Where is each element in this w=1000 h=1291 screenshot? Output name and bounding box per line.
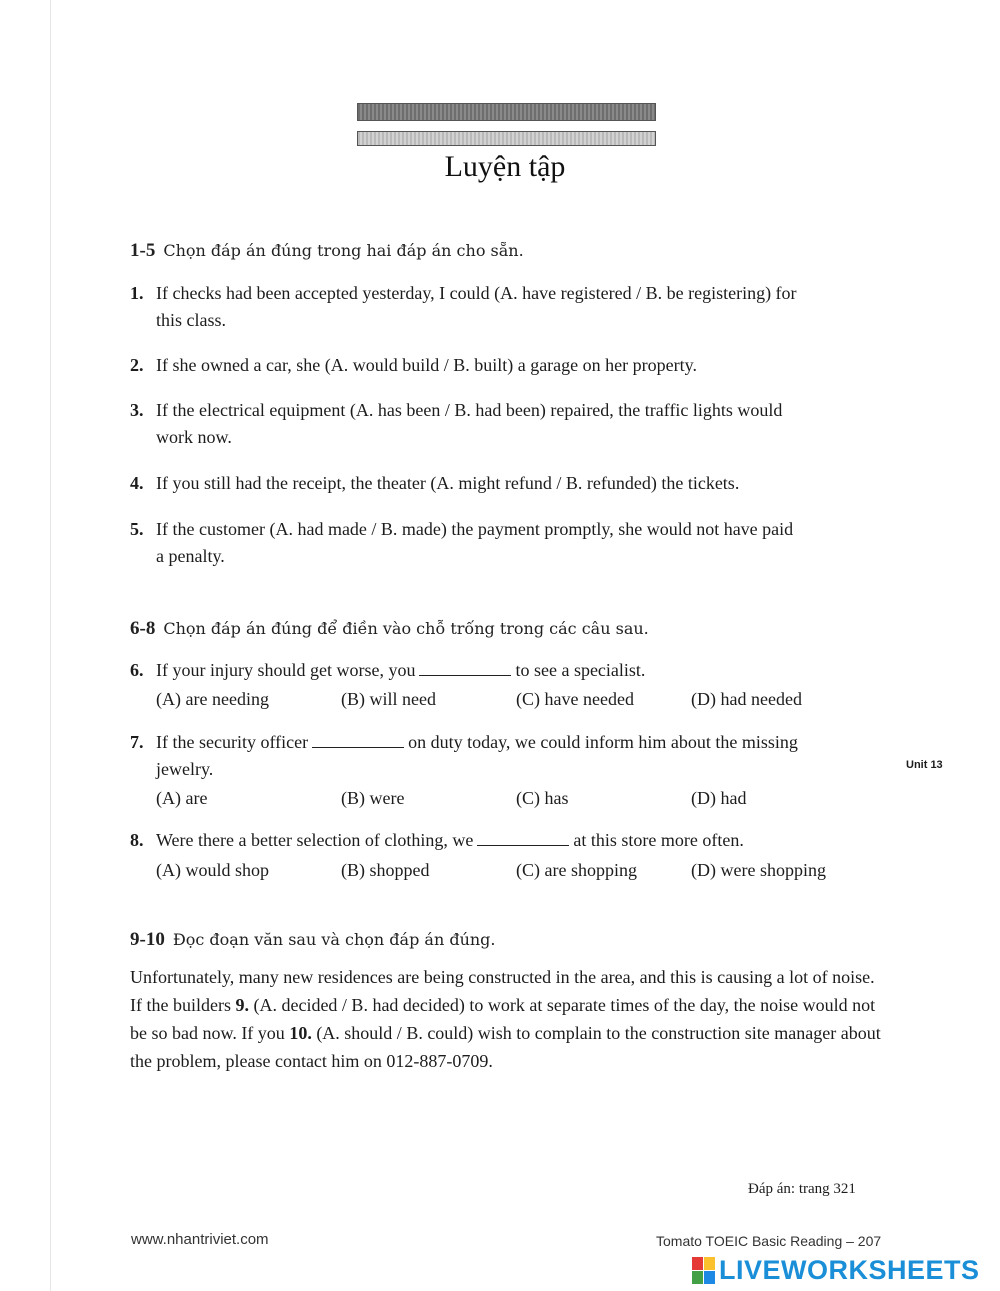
question-text: If she owned a car, she (A. would build / B. built) a garage on her property. [156, 355, 697, 375]
answer-blank[interactable] [477, 831, 569, 846]
website-url: www.nhantriviet.com [131, 1231, 269, 1248]
option-d[interactable]: (D) had needed [691, 689, 802, 709]
section-2-instruction: Chọn đáp án đúng để điền vào chỗ trống trong các câu sau. [163, 619, 649, 638]
question-number: 7. [130, 732, 144, 752]
option-a[interactable]: (A) would shop [156, 860, 269, 880]
question-text-after: to see a specialist. [515, 660, 646, 680]
answer-blank[interactable] [419, 661, 511, 676]
question-number: 1. [130, 283, 144, 303]
section-2-label: 6-8 [130, 618, 156, 639]
question-text: If the customer (A. had made / B. made) the payment promptly, she would not have paid [156, 519, 794, 539]
question-4 [130, 470, 890, 497]
option-a[interactable]: (A) are needing [156, 689, 269, 709]
logo-square [704, 1271, 715, 1284]
header-bar-dark [357, 103, 656, 121]
question-8 [130, 827, 890, 854]
reading-passage [130, 963, 886, 1075]
question-number: 6. [130, 660, 144, 680]
section-2-header [130, 618, 649, 640]
page-title: Luyện tập [444, 150, 566, 183]
question-number: 4. [130, 473, 144, 493]
section-3-header [130, 929, 496, 951]
logo-text: LIVEWORKSHEETS [719, 1254, 980, 1285]
question-6 [130, 657, 890, 684]
question-7 [130, 729, 890, 783]
question-number: 3. [130, 400, 144, 420]
question-text-before: If the security officer [156, 732, 309, 752]
section-3-label: 9-10 [130, 929, 165, 950]
question-text-cont: jewelry. [156, 759, 214, 779]
passage-part-3: (A. should / B. could) wish to complain to the construction site manager about the problem, please contact him on 012-887-0709. [130, 1023, 881, 1071]
question-text: If you still had the receipt, the theater (A. might refund / B. refunded) the tickets. [156, 473, 740, 493]
section-1-label: 1-5 [130, 240, 156, 261]
unit-tab: Unit 13 [906, 759, 943, 771]
option-c[interactable]: (C) has [516, 788, 569, 808]
section-1-instruction: Chọn đáp án đúng trong hai đáp án cho sẵn. [163, 241, 524, 260]
question-text-before: Were there a better selection of clothing, we [156, 830, 474, 850]
question-number: 8. [130, 830, 144, 850]
question-number: 2. [130, 355, 144, 375]
passage-part-1: Unfortunately, many new residences are being constructed in the area, and this is causing a lot of noise. If the builders [130, 967, 875, 1015]
question-text-before: If your injury should get worse, you [156, 660, 416, 680]
logo-square [692, 1257, 703, 1270]
option-d[interactable]: (D) were shopping [691, 860, 826, 880]
section-3-instruction: Đọc đoạn văn sau và chọn đáp án đúng. [172, 930, 496, 949]
page-edge [50, 0, 51, 1291]
question-2 [130, 352, 890, 379]
question-text-after: on duty today, we could inform him about the missing [408, 732, 798, 752]
header-bar-light [357, 131, 656, 146]
passage-part-2: (A. decided / B. had decided) to work at separate times of the day, the noise would not be so bad now. If you [130, 995, 876, 1043]
question-text: If the electrical equipment (A. has been / B. had been) repaired, the traffic lights would [156, 400, 783, 420]
question-number: 5. [130, 519, 144, 539]
section-1-header [130, 240, 524, 262]
option-b[interactable]: (B) were [341, 788, 405, 808]
question-text-cont: a penalty. [156, 546, 225, 566]
option-b[interactable]: (B) shopped [341, 860, 430, 880]
question-5 [130, 516, 890, 570]
question-1 [130, 280, 890, 334]
option-b[interactable]: (B) will need [341, 689, 436, 709]
answer-blank[interactable] [312, 733, 404, 748]
logo-mark-icon [692, 1257, 715, 1284]
answer-reference: Đáp án: trang 321 [748, 1181, 856, 1197]
question-text-cont: work now. [156, 427, 232, 447]
logo-square [704, 1257, 715, 1270]
blank-number-10: 10. [289, 1023, 312, 1043]
book-page-number: Tomato TOEIC Basic Reading – 207 [656, 1233, 882, 1249]
question-text-after: at this store more often. [573, 830, 744, 850]
question-text-cont: this class. [156, 310, 226, 330]
blank-number-9: 9. [235, 995, 249, 1015]
option-c[interactable]: (C) are shopping [516, 860, 637, 880]
option-c[interactable]: (C) have needed [516, 689, 634, 709]
liveworksheets-logo [692, 1254, 980, 1286]
question-3 [130, 397, 890, 451]
option-d[interactable]: (D) had [691, 788, 747, 808]
option-a[interactable]: (A) are [156, 788, 208, 808]
question-text: If checks had been accepted yesterday, I could (A. have registered / B. be registering) for [156, 283, 797, 303]
logo-square [692, 1271, 703, 1284]
